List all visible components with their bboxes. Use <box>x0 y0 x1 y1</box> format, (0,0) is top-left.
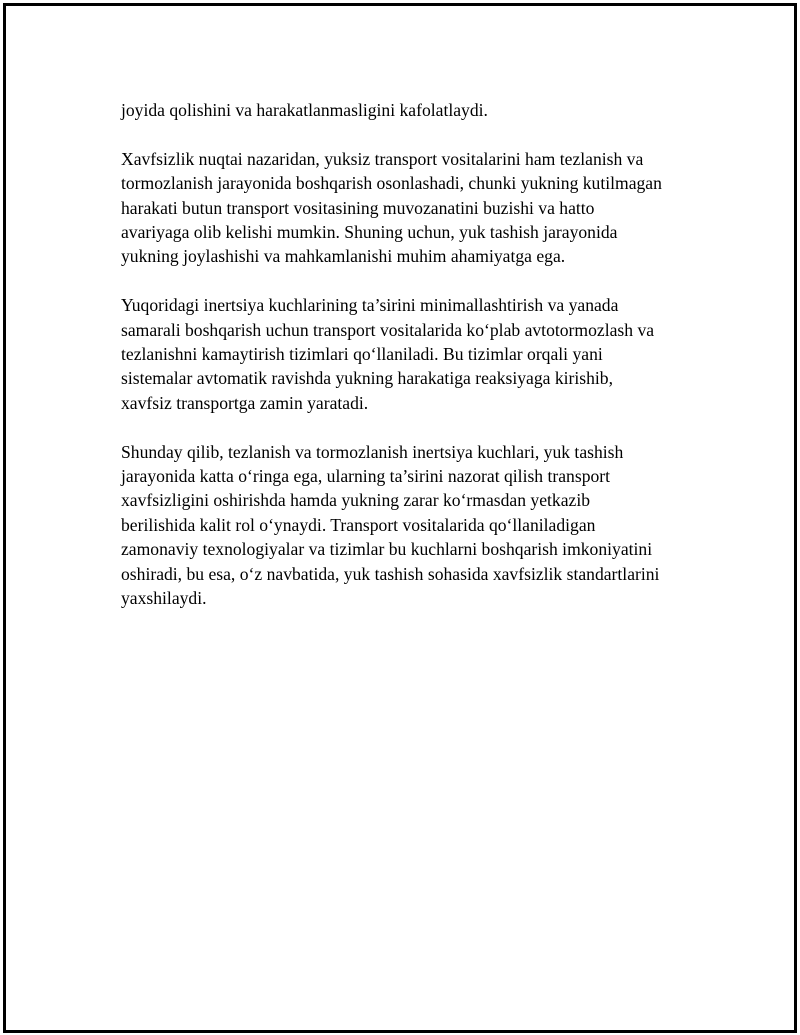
text-line: joyida qolishini va harakatlanmasligini kafolatlaydi. <box>121 100 488 120</box>
text-line: Yuqoridagi inertsiya kuchlarining ta’sirini minimallashtirish va yanada <box>121 295 619 316</box>
text-line: jarayonida katta o‘ringa ega, ularning ta’sirini nazorat qilish transport <box>121 466 611 487</box>
text-line: yaxshilaydi. <box>121 588 207 609</box>
page-border <box>3 3 797 1033</box>
text-line: xavfsizligini oshirishda hamda yukning zarar ko‘rmasdan yetkazib <box>121 490 591 511</box>
text-line: xavfsiz transportga zamin yaratadi. <box>121 392 369 413</box>
paragraph-1 <box>121 98 701 122</box>
text-line: avariyaga olib kelishi mumkin. Shuning uchun, yuk tashish jarayonida <box>121 222 618 243</box>
text-line: zamonaviy texnologiyalar va tizimlar bu kuchlarni boshqarish imkoniyatini <box>121 539 653 560</box>
paragraph-3 <box>121 293 701 415</box>
text-line: yukning joylashishi va mahkamlanishi muhim ahamiyatga ega. <box>121 246 566 267</box>
text-line: Xavfsizlik nuqtai nazaridan, yuksiz transport vositalarini ham tezlanish va <box>121 148 644 169</box>
text-line: Shunday qilib, tezlanish va tormozlanish inertsiya kuchlari, yuk tashish <box>121 441 624 462</box>
paragraph-4 <box>121 440 701 611</box>
text-line: oshiradi, bu esa, o‘z navbatida, yuk tashish sohasida xavfsizlik standartlarini <box>121 563 660 584</box>
text-line: harakati butun transport vositasining muvozanatini buzishi va hatto <box>121 197 595 218</box>
text-line: berilishida kalit rol o‘ynaydi. Transport vositalarida qo‘llaniladigan <box>121 514 596 535</box>
document-body <box>121 98 701 635</box>
text-line: tormozlanish jarayonida boshqarish osonlashadi, chunki yukning kutilmagan <box>121 173 662 194</box>
paragraph-2 <box>121 147 701 269</box>
text-line: sistemalar avtomatik ravishda yukning harakatiga reaksiyaga kirishib, <box>121 368 613 389</box>
text-line: samarali boshqarish uchun transport vositalarida ko‘plab avtotormozlash va <box>121 319 655 340</box>
text-line: tezlanishni kamaytirish tizimlari qo‘llaniladi. Bu tizimlar orqali yani <box>121 344 603 365</box>
